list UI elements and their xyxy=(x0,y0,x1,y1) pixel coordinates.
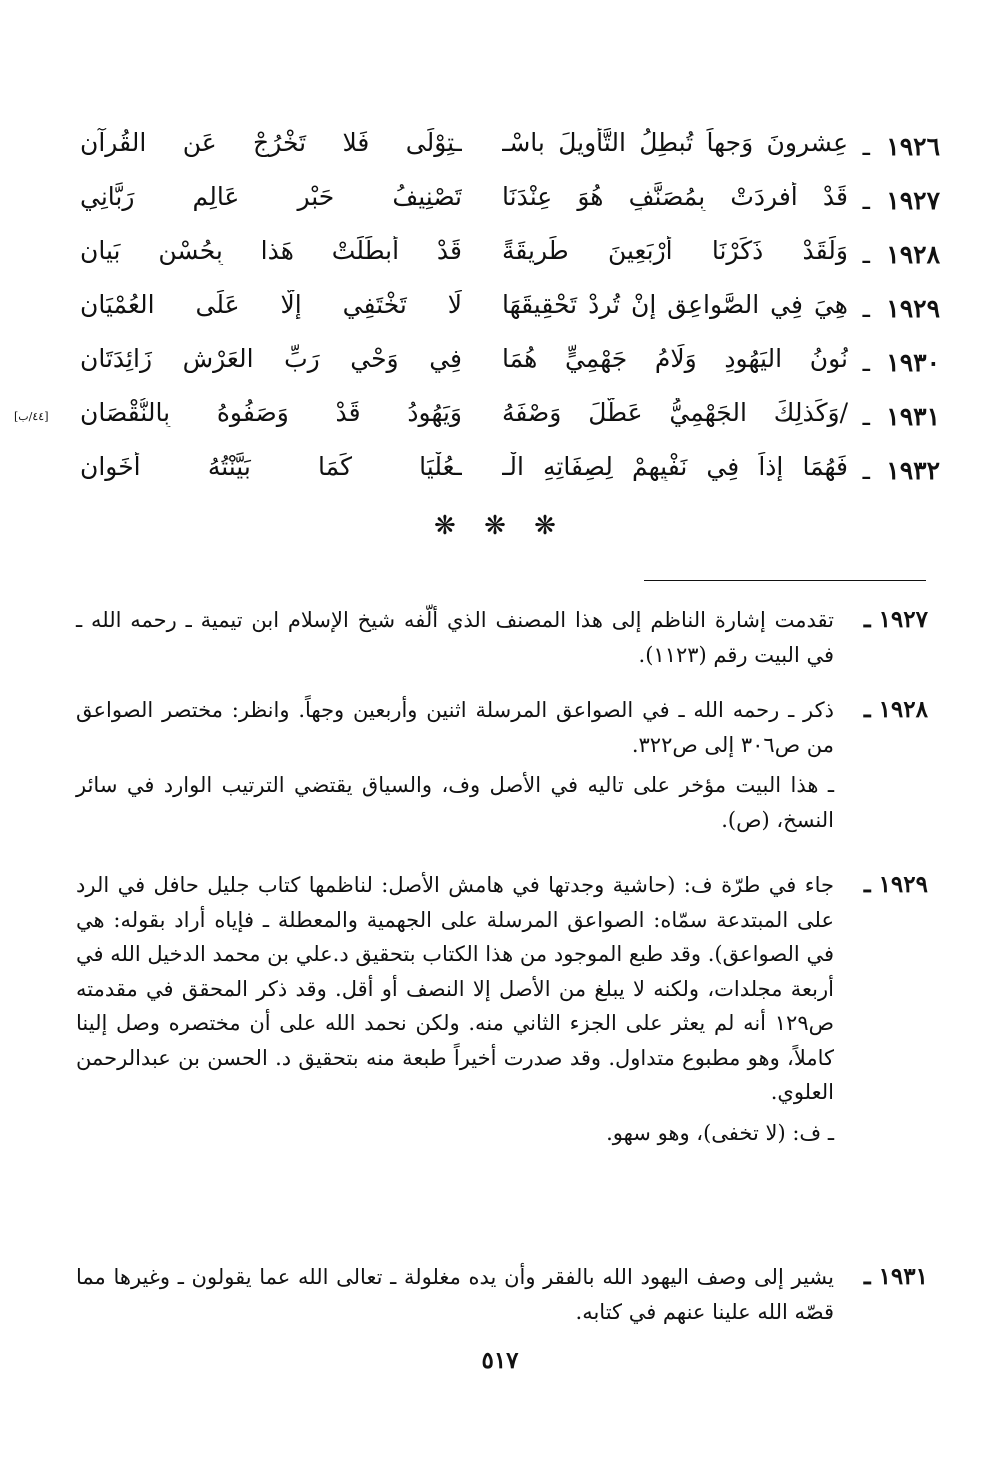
footnote-text: يشير إلى وصف اليهود الله بالفقر وأن يده مغلولة ـ تعالى الله عما يقولون ـ وغيرها مما قصّه الله علينا عنهم في كتابه. xyxy=(76,1265,834,1324)
second-hemistich: ـعُلْيَا كَمَا بَيَّنْتُهُ أخَوانِ xyxy=(80,452,462,481)
footnote-body xyxy=(76,603,834,672)
poem-section xyxy=(14,128,940,506)
footnote-text: ـ هذا البيت مؤخر على تاليه في الأصل وف، والسياق يقتضي الترتيب الوارد في سائر النسخ، (ص). xyxy=(76,773,834,832)
verse-line xyxy=(40,452,940,506)
footnote-number: ١٩٢٧ ـ xyxy=(863,606,928,633)
verse-line xyxy=(40,236,940,290)
footnote-rule xyxy=(644,580,926,581)
verse-number: ١٩٢٨ xyxy=(886,240,940,269)
footnote-number: ١٩٣١ ـ xyxy=(863,1263,928,1290)
footnote-body xyxy=(76,868,834,1150)
footnote-text: تقدمت إشارة الناظم إلى هذا المصنف الذي ألّفه شيخ الإسلام ابن تيمية ـ رحمه الله ـ في البيت رقم (١١٢٣). xyxy=(76,608,834,667)
second-hemistich: قَدْ أبطَلَتْ هَذا بِحُسْنِ بَيانِ xyxy=(80,236,462,265)
second-hemistich: لَا تَخْتَفِي إلَّا عَلَى العُمْيَانِ xyxy=(80,290,462,319)
verse-dash: ـ xyxy=(862,294,870,323)
second-hemistich: فِي وَحْيِ رَبِّ العَرْشِ زَائِدَتَانِ xyxy=(80,344,462,373)
verse-dash: ـ xyxy=(862,348,870,377)
verse-number: ١٩٢٦ xyxy=(886,132,940,161)
second-hemistich: ـتِوْلَى فَلا تَخْرُجْ عَنِ القُرآنِ xyxy=(80,128,462,157)
footnote-number: ١٩٢٩ ـ xyxy=(863,871,928,898)
footnote-text: ذكر ـ رحمه الله ـ في الصواعق المرسلة اثنين وأربعين وجهاً. وانظر: مختصر الصواعق من ص٣٠٦ إلى ص٣٢٢. xyxy=(76,698,834,757)
verse-dash: ـ xyxy=(862,240,870,269)
footnote-body xyxy=(76,693,834,837)
first-hemistich: هِيَ فِي الصَّواعِقِ إنْ تُرِدْ تَحْقِيقَهَا xyxy=(502,290,848,319)
footnote xyxy=(76,693,928,837)
manuscript-folio-marker: [٤٤/ب] xyxy=(14,410,49,423)
first-hemistich: وَلَقَدْ ذَكَرْنَا أرْبَعِينَ طَرِيقَةً xyxy=(502,236,848,265)
first-hemistich: نُونُ اليَهُودِ وَلَامُ جَهْمِيٍّ هُمَا xyxy=(502,344,848,373)
footnote xyxy=(76,1260,928,1329)
second-hemistich: وَيَهُودُ قَدْ وَصَفُوهُ بِالنُّقْصَانِ xyxy=(80,398,462,427)
first-hemistich: /وَكَذلِكَ الجَهْمِيُّ عَطَّلَ وَصْفَهُ xyxy=(502,398,848,427)
verse-dash: ـ xyxy=(862,186,870,215)
footnote-number: ١٩٢٨ ـ xyxy=(863,696,928,723)
footnote-text: جاء في طرّة ف: (حاشية وجدتها في هامش الأصل: لناظمها كتاب جليل حافل في الرد على المبتدعة سمّاه: الصواعق المرسلة على الجهمية والمعطلة ـ فإياه أراد بقوله: هي في الصواعق). وقد طبع الموجود من هذا الكتاب بتحقيق د.علي بن محمد الدخيل الله في أربعة مجلدات، ولكنه لا يبلغ من الأصل إلا النصف أو أقل. وقد ذكر المحقق في مقدمته ص١٢٩ أنه لم يعثر على الجزء الثاني منه. ولكن نحمد الله على أن مختصره وصل إلينا كاملاً، وهو مطبوع متداول. وقد صدرت أخيراً طبعة منه بتحقيق د. الحسن بن عبدالرحمن العلوي. xyxy=(76,873,834,1104)
footnote xyxy=(76,603,928,672)
first-hemistich: عِشرونَ وَجهاً تُبطِلُ التَّأويلَ باسْـ xyxy=(502,128,848,157)
first-hemistich: قَدْ أُفرِدَتْ بِمُصَنَّفٍ هُوَ عِنْدَنَا xyxy=(502,182,848,211)
verse-line xyxy=(14,398,940,452)
verse-dash: ـ xyxy=(862,456,870,485)
verse-dash: ـ xyxy=(862,402,870,431)
verse-number: ١٩٣٢ xyxy=(886,456,940,485)
footnote-text: ـ ف: (لا تخفى)، وهو سهو. xyxy=(606,1120,834,1145)
footnote-body xyxy=(76,1260,834,1329)
second-hemistich: تَصْنِيفُ حَبْرٍ عَالِمٍ رَبَّانِي xyxy=(80,182,462,211)
verse-line xyxy=(40,344,940,398)
verse-number: ١٩٢٧ xyxy=(886,186,940,215)
verse-line xyxy=(40,128,940,182)
verse-dash: ـ xyxy=(862,132,870,161)
first-hemistich: فَهُمَا إذاً فِي نَفْيِهِمْ لِصِفَاتِهِ الْـ xyxy=(502,452,848,481)
verse-number: ١٩٢٩ xyxy=(886,294,940,323)
verse-number: ١٩٣١ xyxy=(886,402,940,431)
page-number: ٥١٧ xyxy=(481,1347,519,1374)
section-separator: ❋ ❋ ❋ xyxy=(434,511,566,541)
verse-number: ١٩٣٠ xyxy=(886,348,940,377)
verse-line xyxy=(40,290,940,344)
verse-line xyxy=(40,182,940,236)
footnote xyxy=(76,868,928,1150)
